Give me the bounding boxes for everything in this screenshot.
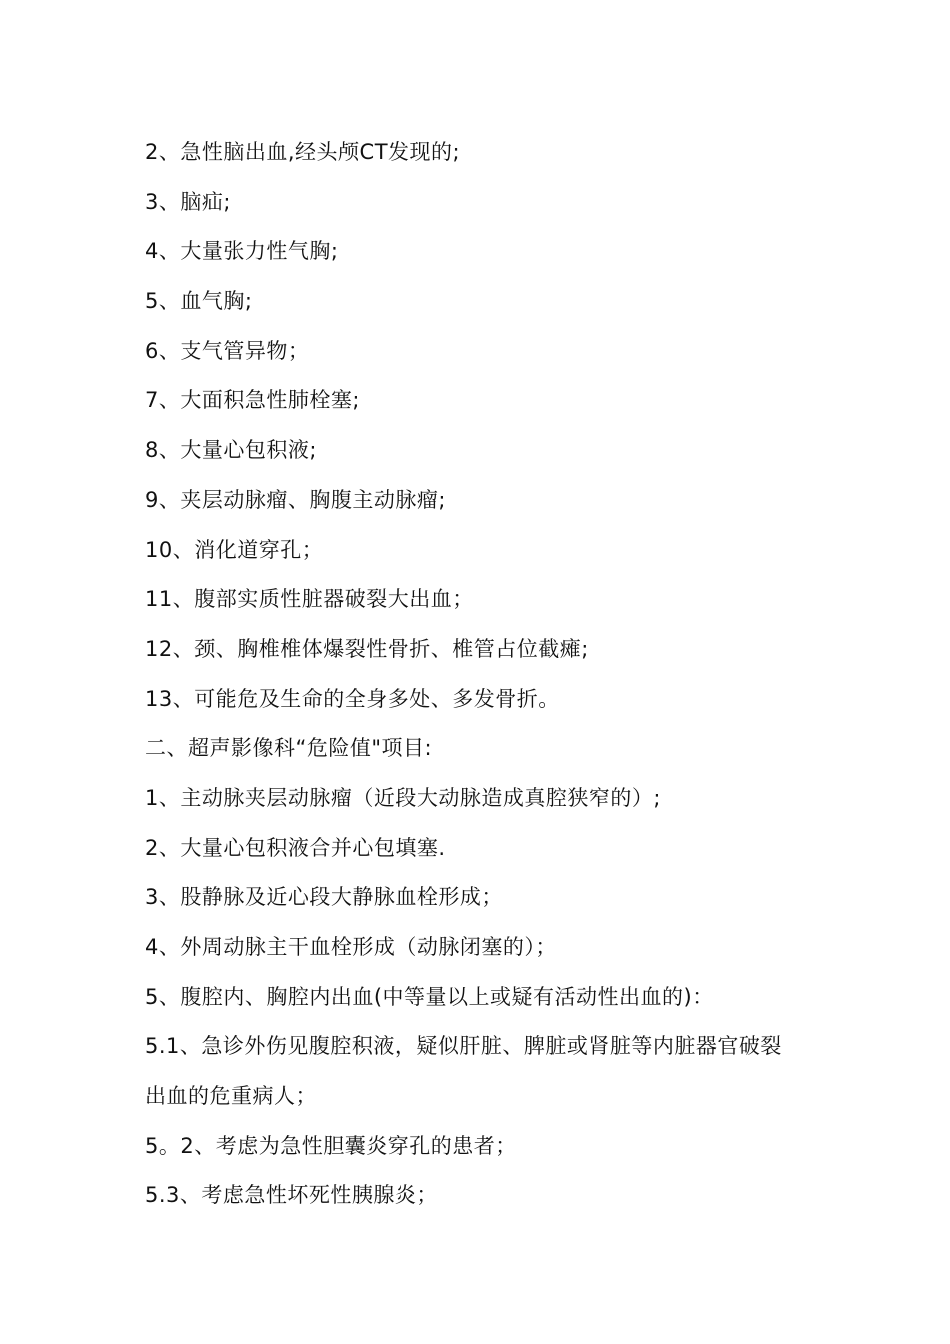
document-body [145,128,825,1221]
text-line: 5、腹腔内、胸腔内出血(中等量以上或疑有活动性出血的)： [145,984,714,1009]
text-line: 4、外周动脉主干血栓形成（动脉闭塞的）； [145,935,557,959]
text-line: 5。2、考虑为急性胆囊炎穿孔的患者； [145,1133,517,1158]
text-line: 4、大量张力性气胸; [145,239,339,264]
text-line: 10、消化道穿孔； [145,537,324,562]
text-line: 1、主动脉夹层动脉瘤（近段大动脉造成真腔狭窄的）; [145,785,661,810]
text-line: 3、股静脉及近心段大静脉血栓形成； [145,885,503,910]
text-line: 5.1、急诊外伤见腹腔积液，疑似肝脏、脾脏或肾脏等内脏器官破裂 [145,1034,782,1059]
text-line: 7、大面积急性肺栓塞; [145,388,360,413]
text-line: 12、颈、胸椎椎体爆裂性骨折、椎管占位截瘫; [145,636,589,661]
section-heading: 二、超声影像科“危险值"项目: [145,736,433,761]
text-line: 9、夹层动脉瘤、胸腹主动脉瘤; [145,487,446,512]
text-line: 5.3、考虑急性坏死性胰腺炎； [145,1183,438,1208]
text-line: 5、血气胸; [145,289,253,314]
text-line: 13、可能危及生命的全身多处、多发骨折。 [145,686,560,711]
text-line: 11、腹部实质性脏器破裂大出血； [145,587,474,612]
text-line: 2、急性脑出血,经头颅CT发现的; [145,140,461,164]
text-line: 3、脑疝; [145,189,231,214]
text-line: 2、大量心包积液合并心包填塞. [145,835,446,860]
text-line: 6、支气管异物； [145,338,310,363]
text-line: 出血的危重病人； [145,1084,317,1109]
text-line: 8、大量心包积液; [145,438,317,463]
